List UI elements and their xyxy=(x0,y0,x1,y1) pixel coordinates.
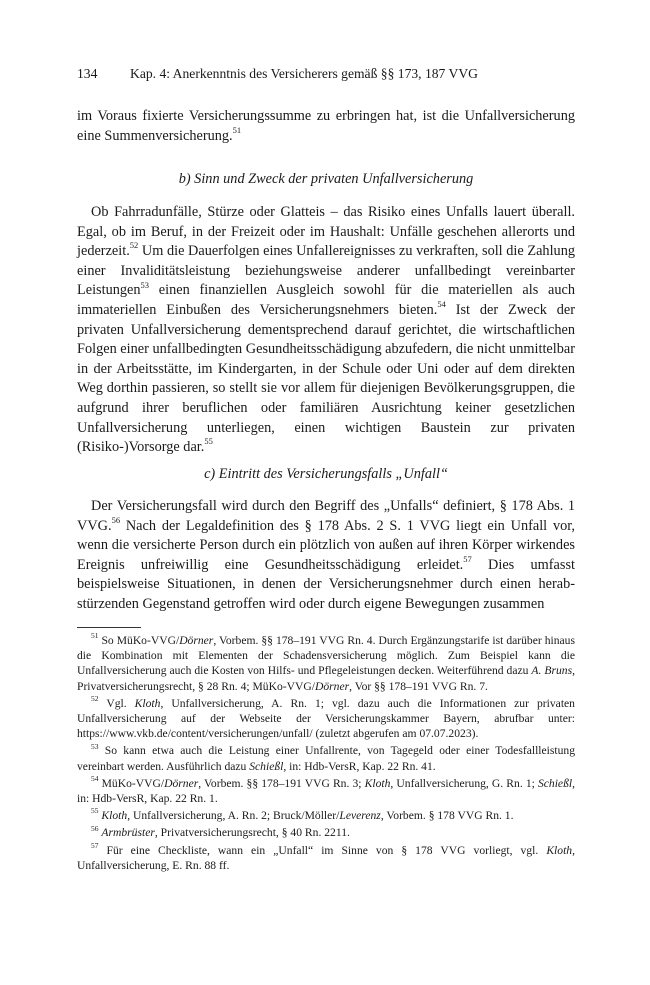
running-title: Kap. 4: Anerkenntnis des Versicherers gemäß §§ 173, 187 VVG xyxy=(130,66,478,81)
paragraph-text: Nach der Legaldefinition des § 178 Abs. 2 S. 1 VVG liegt ein Unfall vor, wenn die versicherte Person durch ein plötzlich von außen auf ihren Körper wirkendes Ereignis unfreiwillig eine Gesundheitsschädigung erleidet. xyxy=(77,517,575,573)
page-number: 134 xyxy=(77,66,98,81)
section-heading-b: b) Sinn und Zweck der privaten Unfallversicherung xyxy=(178,171,474,187)
author-name: Leverenz xyxy=(339,809,381,823)
footnote-text: MüKo-VVG/ xyxy=(98,776,165,790)
footnote-number: 57 xyxy=(91,840,99,850)
footnote-ref-55[interactable]: 55 xyxy=(204,436,213,447)
author-name: A. Bruns xyxy=(531,664,573,678)
author-name: Schießl xyxy=(537,776,573,790)
footnote-ref-57[interactable]: 57 xyxy=(463,554,472,565)
paragraph-text: Dies umfasst beispielsweise Situationen, in denen der Versicherungsnehmer durch einen herabstürzenden Gegenstand getroffen wird oder durch eigene Bewegungen zusammen xyxy=(77,556,575,612)
footnote-number: 54 xyxy=(91,773,99,783)
footnote-number: 53 xyxy=(91,741,99,751)
paragraph-text: im Voraus fixierte Versicherungssumme zu erbringen hat, ist die Unfallversicherung eine Summenversicherung. xyxy=(77,108,575,144)
footnote-text: , Privatversicherungsrecht, § 40 Rn. 2211. xyxy=(154,826,350,840)
paragraph-text: Ob Fahrradunfälle, Stürze oder Glatteis – das Risiko eines Unfalls lauert überall. Egal, ob im Beruf, in der Freizeit oder im Haushalt: Unfälle geschehen allerorts und jederzeit. xyxy=(77,204,575,260)
footnote-ref-51[interactable]: 51 xyxy=(232,124,242,135)
footnote-55 xyxy=(77,808,575,823)
footnote-number: 52 xyxy=(91,693,99,703)
footnote-ref-53[interactable]: 53 xyxy=(140,279,150,290)
author-name: Dörner xyxy=(314,679,350,693)
footnote-56 xyxy=(77,825,575,840)
footnote-text: , Unfallversicherung, G. Rn. 1; xyxy=(390,776,538,790)
footnote-text: So MüKo-VVG/ xyxy=(98,634,180,647)
author-name: Schießl xyxy=(249,759,284,773)
paragraph-text: Um die Dauerfolgen eines Unfallereignisses zu verkraften, soll die Zahlung einer Invaliditätsleistung beziehungsweise anderer unfallbedingt vereinbarter Leistungen xyxy=(77,243,575,299)
footnote-text: , Unfallversicherung, A. Rn. 2; Bruck/Möller/ xyxy=(127,809,340,823)
author-name: Dörner xyxy=(179,634,214,647)
paragraph-purpose xyxy=(77,203,575,458)
footnote-text: So kann etwa auch die Leistung einer Unfallrente, von Tagegeld oder einer Todesfallleistung vereinbart werden. Ausführlich dazu xyxy=(77,744,575,773)
footnote-52 xyxy=(77,693,575,742)
author-name: Kloth xyxy=(134,696,161,710)
paragraph-text: Der Versicherungsfall wird durch den Begriff des „Unfalls“ definiert, § 178 Abs. 1 VVG. xyxy=(77,498,575,534)
author-name: Dörner xyxy=(164,776,199,790)
footnotes xyxy=(77,633,575,875)
footnote-54 xyxy=(77,773,575,806)
footnote-ref-52[interactable]: 52 xyxy=(129,240,139,251)
footnote-ref-56[interactable]: 56 xyxy=(111,514,121,525)
author-name: Kloth xyxy=(546,843,573,857)
footnote-text: , Unfallversicherung, E. Rn. 88 ff. xyxy=(77,843,575,872)
footnote-text: , Vor §§ 178–191 VVG Rn. 7. xyxy=(349,679,488,693)
footnote-number: 51 xyxy=(91,631,99,641)
footnote-text: , in: Hdb-VersR, Kap. 22 Rn. 1. xyxy=(77,776,575,806)
paragraph-text: Ist der Zweck der privaten Unfallversicherung dementsprechend darauf gerichtet, die wirtschaftlichen Folgen einer unfallbedingten Gesundheitsschädigung abzufedern, die nicht unmittelbar in der Arbeitsstätte, im Kindergarten, in der Schule oder Uni oder auf dem direkten Weg dorthin passieren, so stellt sie vor allem für diejenigen Bevölkerungsgruppen, die aufgrund ihrer beruflichen oder familiären Ausrichtung keiner gesetzlichen Unfallversicherung unterliegen, einen wichtigen Baustein zur privaten (Risiko-)Vorsorge dar. xyxy=(77,301,575,456)
author-name: Kloth xyxy=(101,809,128,823)
footnote-number: 56 xyxy=(91,823,99,833)
footnote-number: 55 xyxy=(91,806,99,816)
footnote-text: , Privatversicherungsrecht, § 28 Rn. 4; MüKo-VVG/ xyxy=(77,664,575,693)
footnote-ref-54[interactable]: 54 xyxy=(437,299,446,310)
footnote-text: Für eine Checkliste, wann ein „Unfall“ im Sinne von § 178 VVG vorliegt, vgl. xyxy=(98,843,547,857)
paragraph-text: einen finanziellen Ausgleich sowohl für die materiellen als auch immateriellen Einbußen des Versicherungsnehmers bieten. xyxy=(77,282,575,318)
footnote-51 xyxy=(77,633,575,694)
footnote-text: , Vorbem. § 178 VVG Rn. 1. xyxy=(380,809,514,823)
footnote-53 xyxy=(77,743,575,773)
footnote-text: Vgl. xyxy=(98,696,135,710)
paragraph-insured-event xyxy=(77,497,575,615)
footnote-text: , Vorbem. §§ 178–191 VVG Rn. 3; xyxy=(198,776,365,790)
footnote-separator xyxy=(77,627,141,628)
author-name: Kloth xyxy=(364,776,391,790)
footnote-text: , in: Hdb-VersR, Kap. 22 Rn. 41. xyxy=(283,759,436,773)
footnote-text: , Vorbem. §§ 178–191 VVG Rn. 4. Durch Ergänzungstarife ist darüber hinaus die Kombination mit Elementen der Schadensversicherung möglich. Zum Beispiel kann die Unfallversicherung auch die Kosten von Hilfs- und Pflegeleistungen decken. Weiterführend dazu xyxy=(77,634,575,678)
footnote-text: , Unfallversicherung, A. Rn. 1; vgl. dazu auch die Informationen zur privaten Unfallversicherung auf der Webseite der Versicherungskammer Bayern, abrufbar unter: https://www.vkb.de/content/versicherungen/unfall/ (zuletzt abgerufen am 07.07.2023). xyxy=(77,696,575,741)
footnote-57 xyxy=(77,840,575,873)
author-name: Armbrüster xyxy=(101,826,155,840)
section-heading-c: c) Eintritt des Versicherungsfalls „Unfall“ xyxy=(204,466,448,482)
paragraph-continued xyxy=(77,107,575,146)
